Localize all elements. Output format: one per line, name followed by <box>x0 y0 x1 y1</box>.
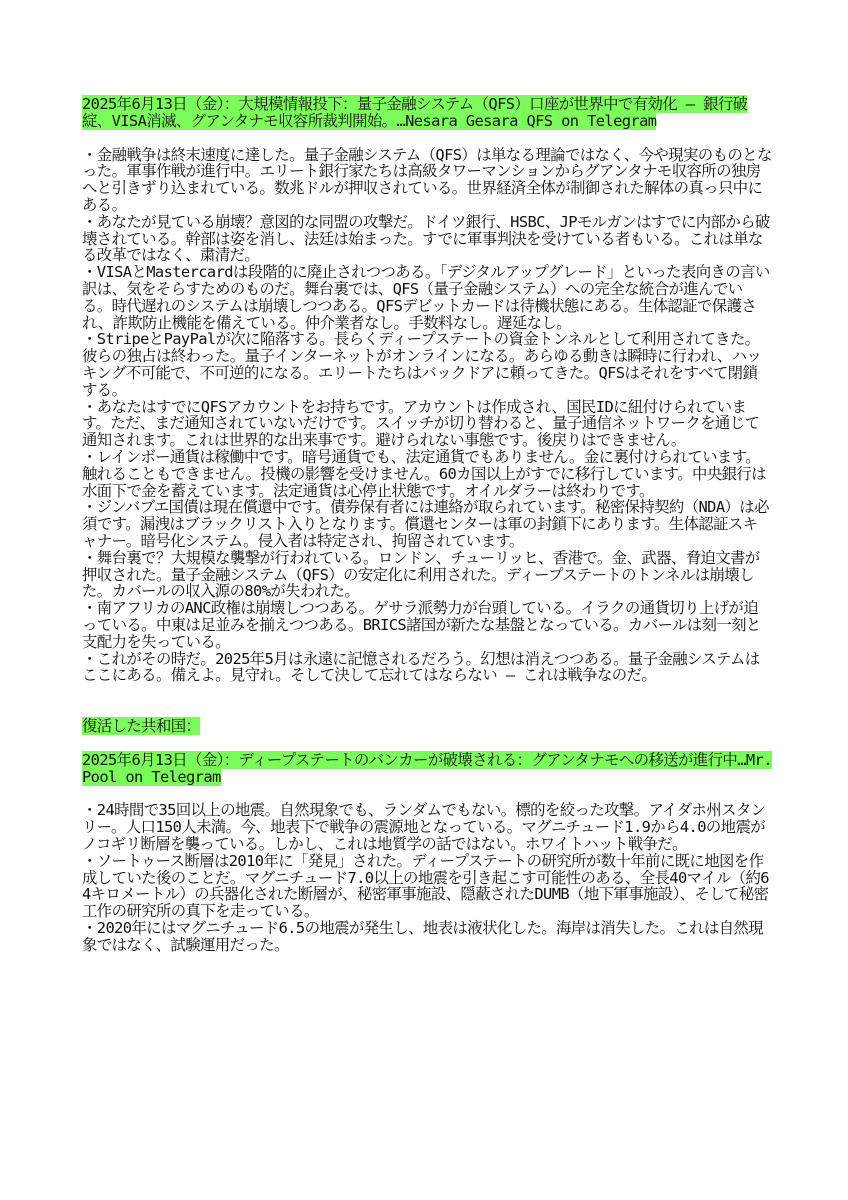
article-1-paragraph: ・舞台裏で？大規模な襲撃が行われている。ロンドン、チューリッヒ、香港で。金、武器、脅迫文書が押収された。量子金融システム（QFS）の安定化に利用された。ディープステートのトンネルは崩壊した。カバールの収入源の80%が失われた。 <box>82 548 760 601</box>
article-1-paragraph: ・VISAとMastercardは段階的に廃止されつつある。「デジタルアップグレード」といった表向きの言い訳は、気をそらすためのものだ。舞台裏では、QFS（量子金融システム）への完全な統合が進んでいる。時代遅れのシステムは崩壊しつつある。QFSデビットカードは待機状態にある。生体認証で保護され、詐欺防止機能を備えている。仲介業者なし。手数料なし。遅延なし。 <box>82 263 770 332</box>
article-1-paragraph: ・これがその時だ。2025年5月は永遠に記憶されるだろう。幻想は消えつつある。量子金融システムはここにある。備えよ。見守れ。そして決して忘れてはならない ― これは戦争なのだ。 <box>82 649 760 685</box>
spacer <box>82 785 772 802</box>
spacer <box>82 684 772 718</box>
section-label <box>82 718 772 735</box>
document-page <box>82 96 772 954</box>
article-2-heading <box>82 752 772 786</box>
spacer <box>82 735 772 752</box>
article-1-body <box>82 147 772 685</box>
article-1-paragraph: ・StripeとPayPalが次に陥落する。長らくディープステートの資金トンネルとして利用されてきた。彼らの独占は終わった。量子インターネットがオンラインになる。あらゆる動きは瞬時に行われ、ハッキング不可能で、不可逆的になる。エリートたちはバックドアに頼ってきた。QFSはそれをすべて閉鎖する。 <box>82 330 762 399</box>
article-2-paragraph: ・24時間で35回以上の地震。自然現象でも、ランダムでもない。標的を絞った攻撃。アイダホ州スタンリー。人口150人未満。今、地表下で戦争の震源地となっている。マグニチュード1.9から4.0の地震がノコギリ断層を襲っている。しかし、これは地質学の話ではない。ホワイトハット戦争だ。 <box>82 801 766 854</box>
article-1-paragraph: ・金融戦争は終末速度に達した。量子金融システム（QFS）は単なる理論ではなく、今や現実のものとなった。軍事作戦が進行中。エリート銀行家たちは高級タワーマンションからグアンタナモ収容所の独房へと引きずり込まれている。数兆ドルが押収されている。世界経済全体が制御された解体の真っ只中にある。 <box>82 145 772 214</box>
article-1-heading <box>82 96 772 130</box>
article-2-heading-highlight: 2025年6月13日（金）：ディープステートのバンカーが破壊される：グアンタナモへの移送が進行中…Mr. Pool on Telegram <box>82 750 772 786</box>
article-2-paragraph: ・2020年にはマグニチュード6.5の地震が発生し、地表は液状化した。海岸は消失した。これは自然現象ではなく、試験運用だった。 <box>82 919 764 954</box>
spacer <box>82 130 772 147</box>
article-1-heading-highlight: 2025年6月13日（金）：大規模情報投下：量子金融システム（QFS）口座が世界中で有効化 ― 銀行破綻、VISA消滅、グアンタナモ収容所裁判開始。…Nesara Gesara QFS on Telegram <box>82 95 748 130</box>
article-1-paragraph: ・南アフリカのANC政権は崩壊しつつある。ゲサラ派勢力が台頭している。イラクの通貨切り上げが迫っている。中東は足並みを揃えつつある。BRICS諸国が新たな基盤となっている。カバールは刻一刻と支配力を失っている。 <box>82 599 761 651</box>
article-1-paragraph: ・あなたが見ている崩壊？意図的な同盟の攻撃だ。ドイツ銀行、HSBC、JPモルガンはすでに内部から破壊されている。幹部は姿を消し、法廷は始まった。すでに軍事判決を受けている者もいる。これは単なる改革ではなく、粛清だ。 <box>82 212 770 265</box>
article-2-body <box>82 802 772 953</box>
article-1-paragraph: ・あなたはすでにQFSアカウントをお持ちです。アカウントは作成され、国民IDに紐付けられています。ただ、まだ通知されていないだけです。スイッチが切り替わると、量子通信ネットワークを通じて通知されます。これは世界的な出来事です。避けられない事態です。後戻りはできません。 <box>82 397 760 450</box>
article-1-paragraph: ・ジンバブエ国債は現在償還中です。債券保有者には連絡が取られています。秘密保持契約（NDA）は必須です。漏洩はブラックリスト入りとなります。償還センターは軍の封鎖下にあります。生体認証スキャナー。暗号化システム。侵入者は特定され、拘留されています。 <box>82 498 769 550</box>
article-1-paragraph: ・レインボー通貨は稼働中です。暗号通貨でも、法定通貨でもありません。金に裏付けられています。触れることもできません。投機の影響を受けません。60カ国以上がすでに移行しています。中央銀行は水面下で金を蓄えています。法定通貨は心停止状態です。オイルダラーは終わりです。 <box>82 447 766 500</box>
section-label-highlight: 復活した共和国： <box>82 717 201 736</box>
article-2-paragraph: ・ソートゥース断層は2010年に「発見」された。ディープステートの研究所が数十年前に既に地図を作成していた後のことだ。マグニチュード7.0以上の地震を引き起こす可能性のある、全長40マイル（約64キロメートル）の兵器化された断層が、秘密軍事施設、隠蔽されたDUMB（地下軍事施設）、そして秘密工作の研究所の真下を走っている。 <box>82 851 769 921</box>
